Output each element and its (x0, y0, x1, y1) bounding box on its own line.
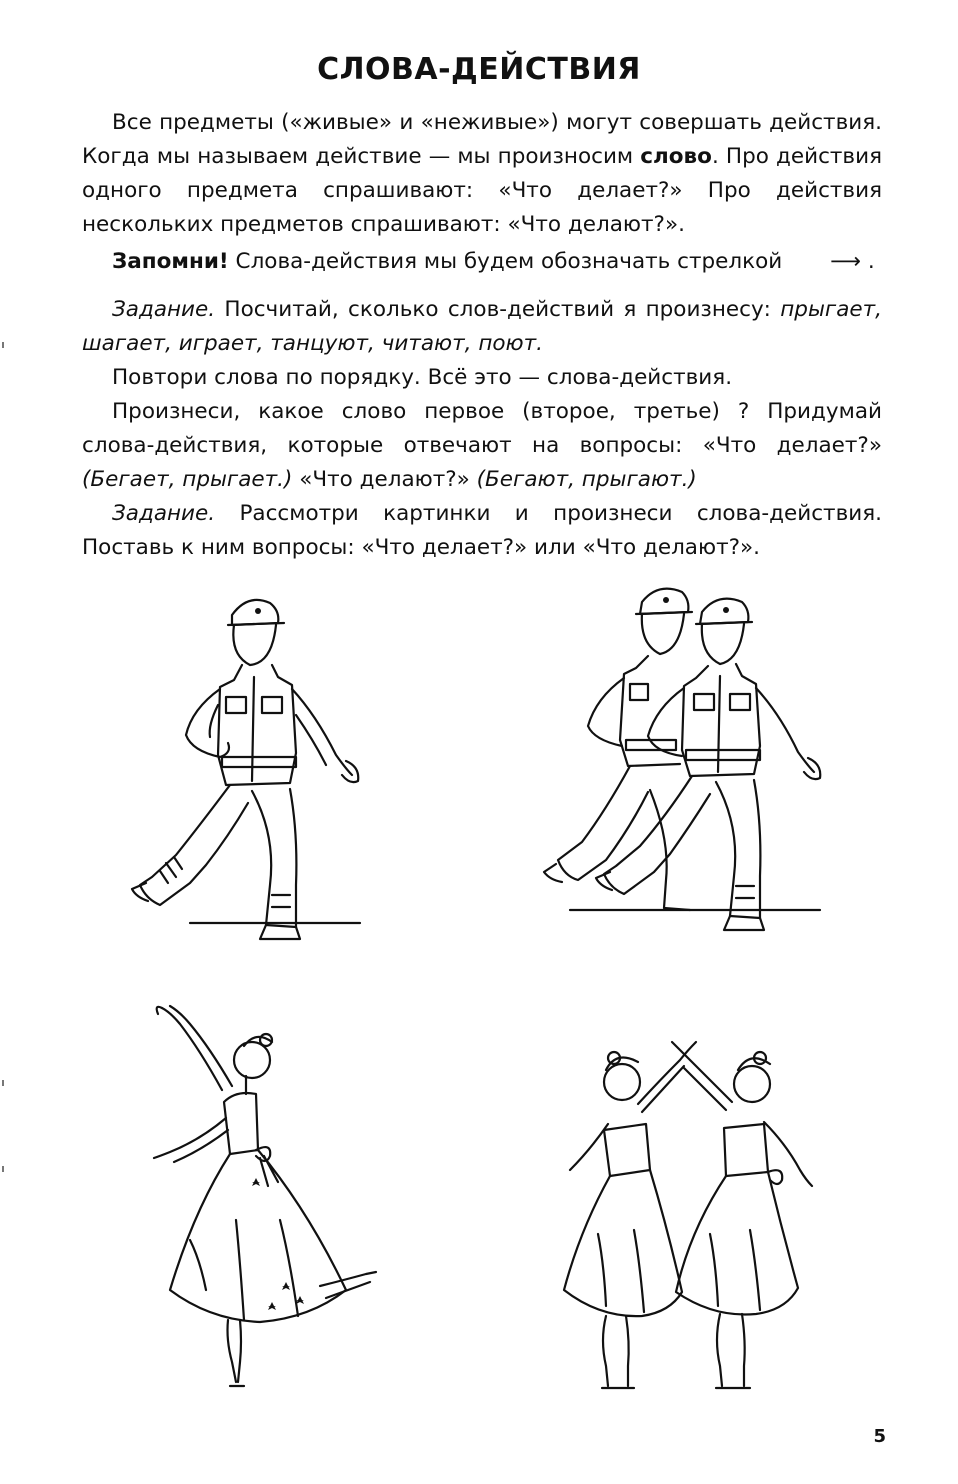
intro-text-1: Все предметы («живые» и «неживые») могут совершать действия. Когда мы называем действие — мы произносим (82, 110, 882, 169)
remember-paragraph (82, 245, 882, 279)
scan-mark (2, 1166, 4, 1172)
scan-mark (2, 1080, 4, 1086)
ballerina-illustration (140, 990, 400, 1400)
pronounce-text-2: «Что делают?» (292, 467, 477, 492)
task1-paragraph (82, 293, 882, 361)
two-ballerinas-illustration (550, 1020, 830, 1400)
two-soldiers-illustration (530, 580, 830, 960)
task2-text: Рассмотри картинки и произнеси слова-действия. Поставь к ним вопросы: «Что делает?» или «Что делают?». (82, 501, 882, 560)
intro-paragraph (82, 106, 882, 242)
scan-mark (2, 342, 4, 348)
pronounce-example-2: (Бегают, прыгают.) (476, 467, 697, 492)
pronounce-example-1: (Бегает, прыгает.) (82, 467, 293, 492)
intro-bold-word: слово (640, 144, 712, 169)
task1-label: Задание. (112, 297, 216, 322)
intro-text-2: . Про действия одного предмета спрашивают: «Что делает?» Про действия нескольких предметов спрашивают: «Что делают?». (82, 144, 882, 237)
task1-words: прыгает, шагает, играет, танцуют, читают, поют. (82, 297, 882, 356)
page-number: 5 (873, 1426, 886, 1447)
arrow-icon: ⟶ (830, 249, 862, 274)
remember-end: . (861, 249, 875, 274)
task2-label: Задание. (112, 501, 216, 526)
repeat-paragraph: Повтори слова по порядку. Всё это — слова-действия. (112, 365, 733, 390)
page-title: СЛОВА-ДЕЙСТВИЯ (317, 52, 641, 87)
marching-soldier-illustration (120, 585, 370, 965)
task2-paragraph (82, 497, 882, 565)
pronounce-text-1: Произнеси, какое слово первое (второе, третье) ? Придумай слова-действия, которые отвечают на вопросы: «Что делает?» (82, 399, 882, 458)
remember-label: Запомни! (112, 249, 229, 274)
remember-text: Слова-действия мы будем обозначать стрелкой (228, 249, 783, 274)
pronounce-paragraph (82, 395, 882, 497)
task1-text: Посчитай, сколько слов-действий я произнесу: (215, 297, 781, 322)
